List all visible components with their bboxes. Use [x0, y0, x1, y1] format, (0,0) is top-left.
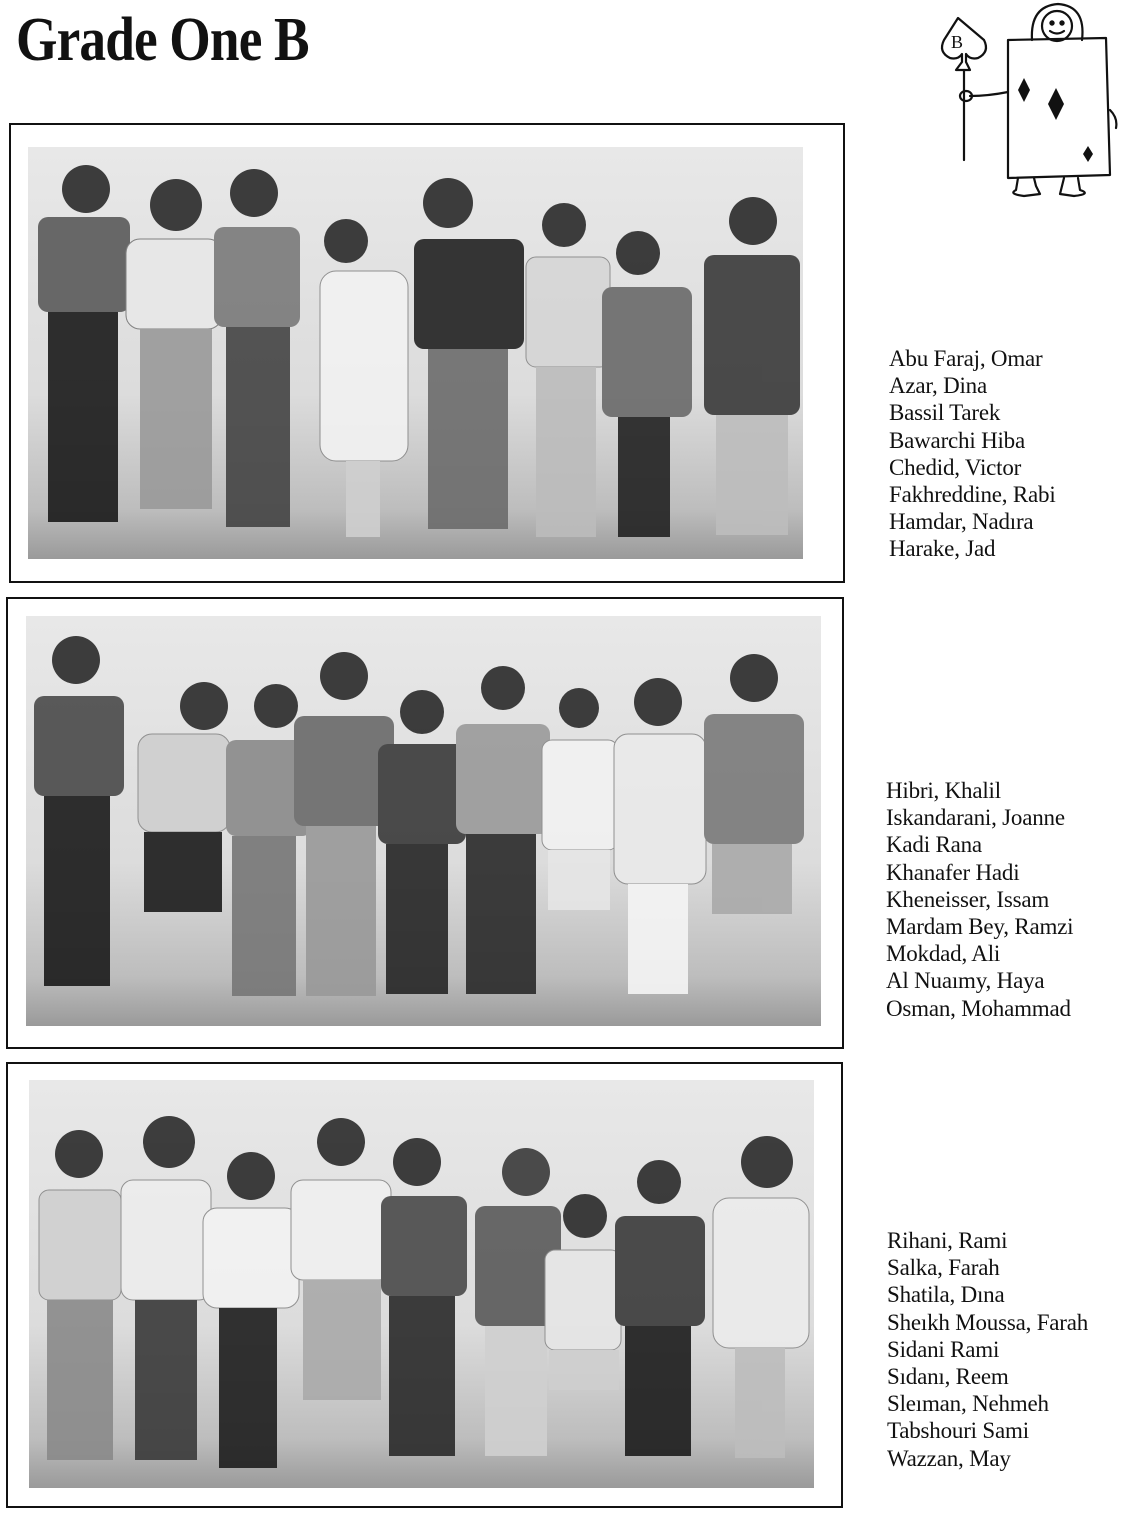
student-name: Khanafer Hadi [886, 859, 1020, 885]
student-name: Sidani Rami [887, 1336, 1000, 1362]
class-photo-1 [28, 147, 803, 559]
student-name: Sleıman, Nehmeh [887, 1391, 1049, 1417]
student-name: Fakhreddine, Rabi [889, 482, 1056, 508]
student-name: Rihani, Rami [887, 1228, 1008, 1253]
student-name: Iskandarani, Joanne [886, 805, 1065, 831]
student-name: Bassil Tarek [889, 400, 1001, 426]
student-name: Kheneisser, Issam [886, 886, 1050, 912]
class-photo-2 [26, 616, 821, 1026]
student-name: Sheıkh Moussa, Farah [887, 1309, 1089, 1335]
student-names-list-1 [889, 345, 1056, 563]
student-names-list-3 [887, 1227, 1088, 1472]
student-name: Hamdar, Nadıra [889, 509, 1034, 535]
student-name: Mardam Bey, Ramzi [886, 914, 1074, 940]
student-name: Tabshouri Sami [887, 1418, 1029, 1444]
student-name: Abu Faraj, Omar [889, 346, 1043, 371]
student-name: Al Nuaımy, Haya [886, 968, 1045, 994]
student-name: Sıdanı, Reem [887, 1364, 1009, 1390]
class-photo-3 [29, 1080, 814, 1488]
student-name: Osman, Mohammad [886, 995, 1071, 1021]
student-name: Kadi Rana [886, 832, 982, 858]
student-name: Chedid, Victor [889, 454, 1022, 480]
student-name: Azar, Dina [889, 373, 987, 399]
student-name: Wazzan, May [887, 1445, 1011, 1471]
card-mascot-illustration [928, 0, 1123, 205]
student-name: Shatila, Dına [887, 1282, 1005, 1308]
student-name: Mokdad, Ali [886, 941, 1001, 967]
student-name: Bawarchi Hiba [889, 427, 1025, 453]
student-name: Hibri, Khalil [886, 778, 1001, 803]
student-name: Salka, Farah [887, 1255, 1000, 1281]
spade-sign-icon [942, 18, 986, 70]
page-title: Grade One B [16, 6, 309, 74]
student-names-list-2 [886, 777, 1073, 1022]
mascot-badge-letter: B [950, 32, 964, 52]
student-name: Harake, Jad [889, 536, 996, 562]
